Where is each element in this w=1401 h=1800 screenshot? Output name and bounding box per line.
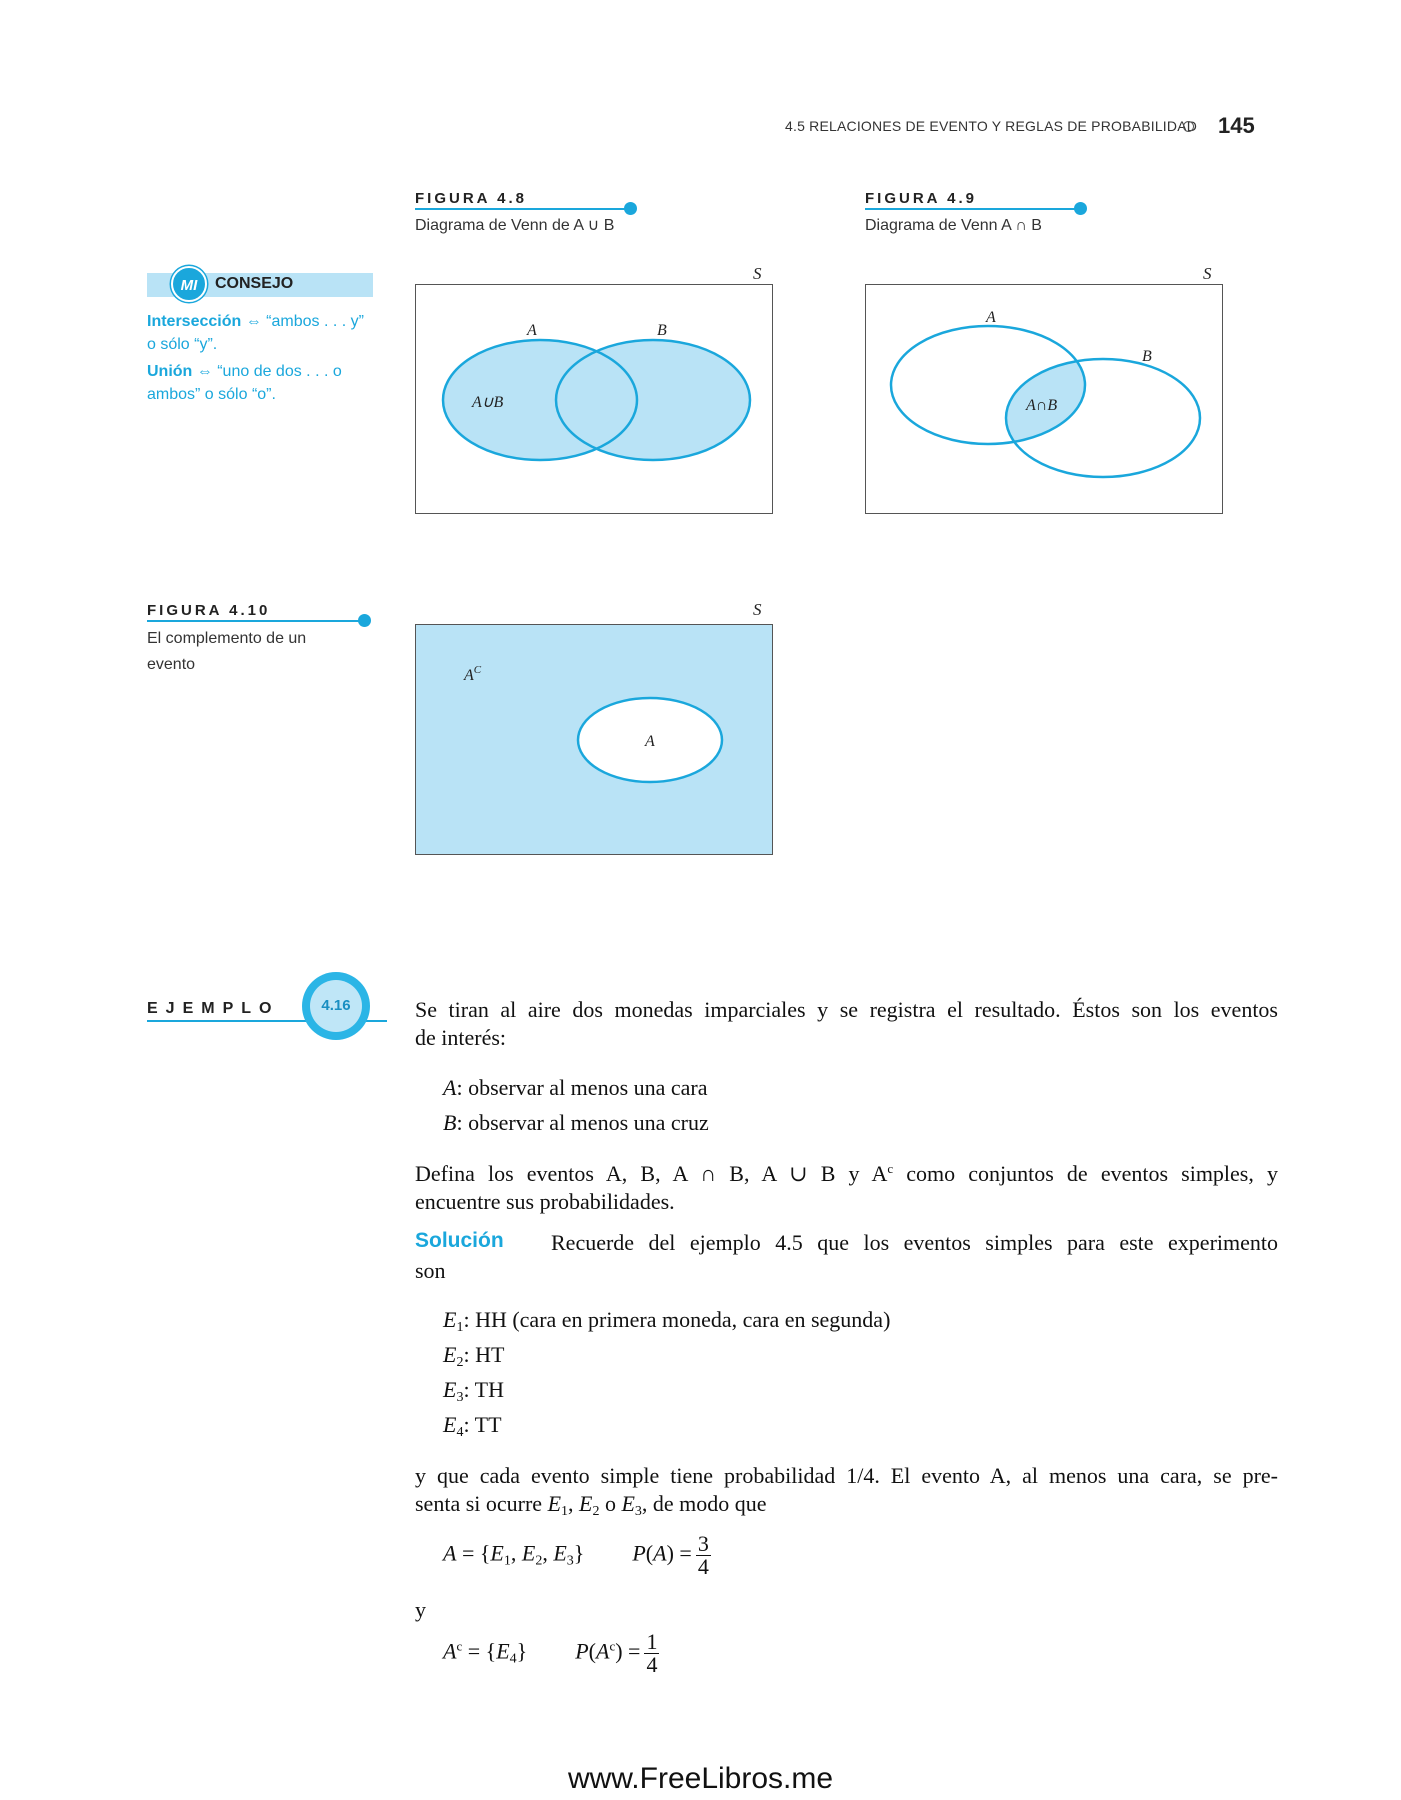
- figure-4-9-dot: [1074, 202, 1087, 215]
- event-a-definition: [443, 1074, 708, 1102]
- figure-4-8-dot: [624, 202, 637, 215]
- set-b-label: B: [1142, 348, 1152, 365]
- simple-event-4: [443, 1411, 502, 1439]
- figure-4-9-caption: Diagrama de Venn A ∩ B: [865, 217, 1042, 234]
- prob-ac-denominator: 4: [646, 1652, 658, 1677]
- simple-event-symbol: E: [443, 1307, 457, 1332]
- prob-ac-numerator: 1: [646, 1629, 658, 1654]
- figure-4-8-rule: [415, 208, 631, 210]
- page-number: 145: [1218, 113, 1255, 138]
- complement-label-sup: C: [473, 664, 482, 676]
- simple-event-2: [443, 1341, 504, 1369]
- simple-event-text: : TT: [463, 1412, 502, 1437]
- define-line-1: [415, 1160, 1278, 1188]
- venn-diagram-intersection: [860, 260, 1230, 520]
- solution-line-2: son: [415, 1258, 446, 1283]
- set-a-label: A: [645, 733, 655, 750]
- sample-space-label: S: [753, 600, 762, 619]
- prob-a-numerator: 3: [697, 1531, 709, 1556]
- tip-title: CONSEJO: [215, 275, 294, 292]
- simple-event-index: 1: [456, 1320, 464, 1335]
- simple-event-text: : HT: [463, 1342, 505, 1367]
- figure-4-8-label: FIGURA 4.8: [415, 190, 527, 207]
- venn-diagram-complement: [410, 600, 780, 860]
- example-label: EJEMPLO: [147, 1000, 280, 1017]
- sample-space-label: S: [753, 264, 762, 283]
- tip-body: [147, 310, 387, 406]
- event-b-symbol: B: [443, 1110, 457, 1135]
- figure-4-10-caption-line-1: El complemento de un: [147, 630, 307, 647]
- simple-event-1: [443, 1306, 890, 1334]
- paragraph-line-2-part-1: senta si ocurre: [415, 1491, 548, 1516]
- venn-diagram-union: [410, 260, 780, 520]
- simple-event-text: : TH: [463, 1377, 504, 1402]
- solution-line-1: Recuerde del ejemplo 4.5 que los eventos simples para este experimento: [551, 1230, 1278, 1255]
- define-line-1-start: Defina los eventos A, B, A ∩ B, A ∪ B y A: [415, 1161, 888, 1186]
- equation-complement: $A^c = \{E_4\} P(A^c)$ = $\frac{1}{4}$: [443, 1629, 658, 1677]
- sample-space-label: S: [1203, 264, 1212, 283]
- define-line-2: encuentre sus probabilidades.: [415, 1189, 675, 1214]
- example-intro-line-1: Se tiran al aire dos monedas imparciales y se registra el resultado. Éstos son los eventos: [415, 997, 1278, 1022]
- event-a-symbol: A: [443, 1075, 457, 1100]
- set-b-label: B: [657, 322, 667, 339]
- figure-4-10-rule: [147, 620, 365, 622]
- tip-intersection-def-2: o sólo “y”.: [147, 336, 218, 353]
- complement-label-base: A: [464, 667, 474, 684]
- simple-event-symbol: E: [443, 1342, 457, 1367]
- example-number: 4.16: [310, 980, 362, 1032]
- paragraph-line-2-part-3: , de modo que: [641, 1491, 767, 1516]
- figure-4-10-caption-line-2: evento: [147, 656, 196, 673]
- figure-4-10-caption: [147, 626, 306, 678]
- simple-event-index: 3: [456, 1390, 464, 1405]
- event-a-text: : observar al menos una cara: [456, 1075, 708, 1100]
- tip-intersection-term: Intersección: [147, 313, 242, 330]
- figure-4-10-label: FIGURA 4.10: [147, 602, 271, 619]
- paragraph-line-2: senta si ocurre $E_1$, $E_2$ o $E_3$, de modo que: [415, 1491, 767, 1519]
- tip-badge: MI: [171, 266, 207, 302]
- simple-event-symbol: E: [443, 1377, 457, 1402]
- tip-intersection-def: ⇔ “ambos . . . y”: [241, 313, 364, 330]
- prob-a-denominator: 4: [697, 1554, 709, 1579]
- figure-4-9-label: FIGURA 4.9: [865, 190, 977, 207]
- union-region-label: A∪B: [472, 394, 504, 411]
- footer-url: www.FreeLibros.me: [567, 1762, 834, 1795]
- simple-event-symbol: E: [443, 1412, 457, 1437]
- equation-event-a: $A = \{E_1$, $E_2$, $E_3$} P(A) = $\frac{3}{4}$: [443, 1531, 709, 1579]
- paragraph-line-2-part-2: o: [599, 1491, 622, 1516]
- simple-event-index: 2: [456, 1355, 464, 1370]
- simple-event-text: : HH (cara en primera moneda, cara en segunda): [463, 1307, 891, 1332]
- intersection-region-label: A∩B: [1026, 397, 1058, 414]
- example-intro-line-2: de interés:: [415, 1025, 507, 1050]
- tip-union-def: ⇔ “uno de dos . . . o: [192, 363, 342, 380]
- simple-event-index: 4: [456, 1425, 464, 1440]
- paragraph-line-1: y que cada evento simple tiene probabilidad 1/4. El evento A, al menos una cara, se pre-: [415, 1463, 1278, 1488]
- define-line-1-end: como conjuntos de eventos simples, y: [893, 1161, 1278, 1186]
- define-line-1-sup: c: [887, 1161, 894, 1176]
- solution-label: Solución: [415, 1229, 504, 1252]
- figure-4-9-rule: [865, 208, 1081, 210]
- and-word: y: [415, 1597, 426, 1622]
- circle-icon: [1183, 121, 1194, 132]
- simple-event-3: [443, 1376, 504, 1404]
- running-header: 4.5 RELACIONES DE EVENTO Y REGLAS DE PROBABILIDAD: [785, 118, 1198, 134]
- tip-union-term: Unión: [147, 363, 193, 380]
- event-b-definition: [443, 1109, 709, 1137]
- set-a-label: A: [527, 322, 537, 339]
- figure-4-8-caption: Diagrama de Venn de A ∪ B: [415, 217, 615, 234]
- tip-union-def-2: ambos” o sólo “o”.: [147, 386, 276, 403]
- set-a-label: A: [986, 309, 996, 326]
- event-b-text: : observar al menos una cruz: [456, 1110, 709, 1135]
- figure-4-10-dot: [358, 614, 371, 627]
